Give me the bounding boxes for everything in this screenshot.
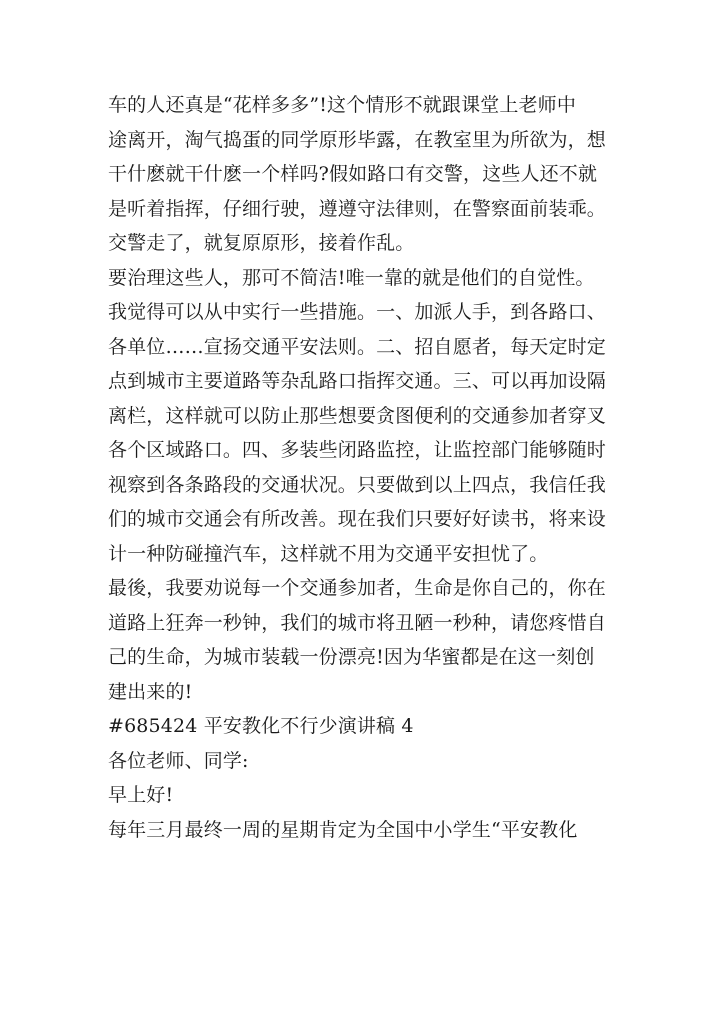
text-line: 是听着指挥，仔细行驶，遵遵守法律则，在警察面前装乖。 [108,197,606,220]
text-line: 车的人还真是“花样多多”!这个情形不就跟课堂上老师中 [108,94,576,116]
section-heading: #685424 平安教化不行少演讲稿 4 [108,715,414,737]
text-line: 各单位……宣扬交通平安法则。二、招自愿者，每天定时定 [108,335,606,358]
text-line: 视察到各条路段的交通状况。只要做到以上四点，我信任我 [108,473,606,496]
text-line: 要治理这些人，那可不简洁!唯一靠的就是他们的自觉性。 [108,266,595,289]
text-line: 我觉得可以从中实行一些措施。一、加派人手，到各路口、 [108,301,606,323]
text-line: 最後，我要劝说每一个交通参加者，生命是你自己的，你在 [108,577,606,599]
text-line: 道路上狂奔一秒钟，我们的城市将丑陋一秒种，请您疼惜自 [108,611,606,634]
text-line: 建出来的! [108,680,193,703]
text-line: 己的生命，为城市装载一份漂亮!因为华蜜都是在这一刻创 [108,646,595,668]
text-line: 途离开，淘气捣蛋的同学原形毕露，在教室里为所欲为，想 [108,128,606,151]
text-line: 计一种防碰撞汽车，这样就不用为交通平安担忧了。 [108,542,549,565]
text-line: 干什麽就干什麽一个样吗?假如路口有交警，这些人还不就 [108,163,598,185]
text-line: 交警走了，就复原原形，接着作乱。 [108,232,415,254]
greeting: 早上好! [108,784,174,806]
salutation: 各位老师、同学: [108,749,249,772]
text-line: 点到城市主要道路等杂乱路口指挥交通。三、可以再加设隔 [108,370,606,392]
text-line: 们的城市交通会有所改善。现在我们只要好好读书，将来设 [108,508,606,530]
text-line: 离栏，这样就可以防止那些想要贪图便利的交通参加者穿叉 [108,404,606,427]
text-line: 各个区域路口。四、多装些闭路监控，让监控部门能够随时 [108,439,606,461]
text-line: 每年三月最终一周的星期肯定为全国中小学生“平安教化 [108,818,578,841]
document-body [108,88,608,847]
